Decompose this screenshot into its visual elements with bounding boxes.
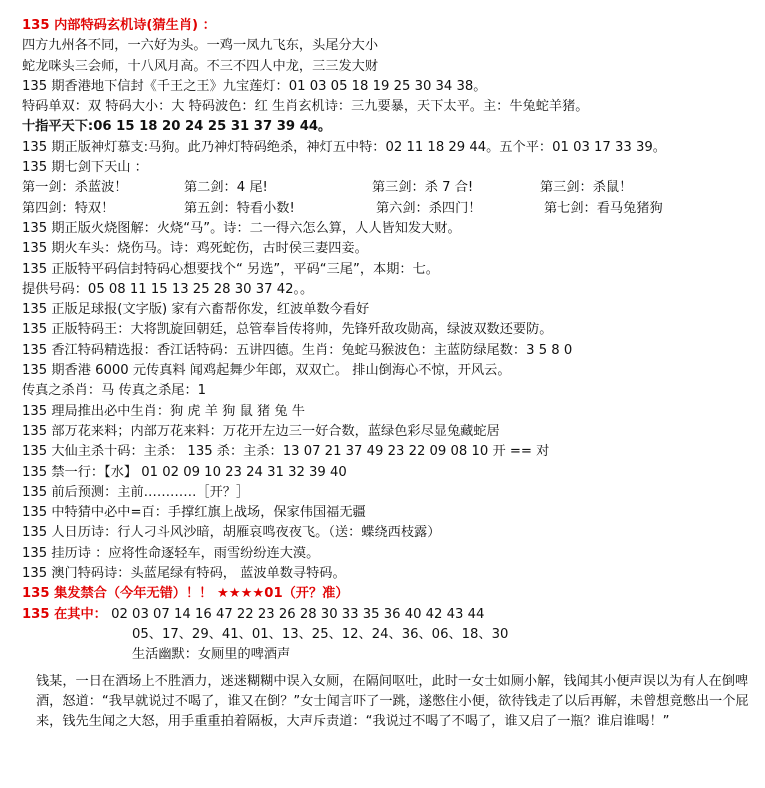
humor-story: 钱某，一日在酒场上不胜酒力，迷迷糊糊中误入女厕，在隔间呕吐，此时一女士如厕小解，钱闻其小便声误以为有人在倒啤酒，怒道：“我早就说过不喝了，谁又在倒？”女士闻言吓了一跳，遂憋住小便，欲待钱走了以后再解，未曾想竟憋出一个屁来，钱先生闻之大怒，用手重重拍着隔板，大声斥责道：“我说过不喝了不喝了，谁又启了一瓶？谁启谁喝！” [36, 673, 749, 730]
document-title: 135 内部特码玄机诗(猜生肖) ： [22, 18, 216, 33]
info-line: 135 期香港 6000 元传真料 闻鸡起舞少年郎，双双亡。 排山倒海心不惊，开风云。 [22, 363, 511, 379]
swords-row [22, 178, 765, 198]
swords-row [22, 199, 765, 219]
info-line: 135 期正版火烧图解：火烧“马”。诗：二一得六怎么算，人人皆知发大财。 [22, 220, 461, 236]
info-line: 135 理局推出必中生肖：狗 虎 羊 狗 鼠 猪 兔 牛 [22, 403, 305, 419]
info-line: 135 人日历诗：行人刁斗风沙暗，胡雁哀鸣夜夜飞。（送：蝶绕西枝露） [22, 525, 441, 541]
jifa-label: 135 集发禁合（今年无错）！！ [22, 586, 213, 602]
info-line: 135 挂历诗 ：应将性命逐轻车，雨雪纷纷连大漠。 [22, 545, 320, 561]
info-line: 135 期香港地下信封《千王之王》九宝莲灯：01 03 05 18 19 25 30 34 38。 [22, 78, 487, 94]
info-line: 135 澳门特码诗：头蓝尾绿有特码， 蓝波单数寻特码。 [22, 566, 346, 582]
info-line: 135 期正版神灯慕支:马狗。此乃神灯特码绝杀，神灯五中特：02 11 18 29 44。五个平：01 03 17 33 39。 [22, 139, 666, 155]
zaiqizhong-numbers: 02 03 07 14 16 47 22 23 26 28 30 33 35 36 40 42 43 44 [111, 606, 485, 622]
zaiqizhong-line [22, 605, 765, 625]
info-line: 135 部万花来料；内部万花来料：万花开左边三一好合数，蓝绿色彩尽显兔藏蛇居 [22, 423, 500, 439]
jifa-value: 01（开？准） [264, 586, 349, 602]
info-line: 传真之杀肖：马 传真之杀尾：1 [22, 383, 207, 399]
star-icon: ★★★★ [216, 586, 265, 602]
sword-item: 第四剑：特双！ [22, 200, 115, 216]
info-line: 135 禁一行：【水】 01 02 09 10 23 24 31 32 39 40 [22, 464, 347, 480]
zaiqizhong-label: 135 在其中： [22, 606, 107, 622]
info-line: 135 正版特平码信封特码心想要找个“ 另选”，平码“三尾”，本期：七。 [22, 261, 439, 277]
info-line: 135 中特猜中必中=百：手撑红旗上战场，保家伟国福无疆 [22, 505, 366, 521]
sword-item: 第二剑：4 尾! [184, 180, 268, 196]
ten-fingers-line: 十指平天下:06 15 18 20 24 25 31 37 39 44。 [22, 119, 332, 135]
info-line: 135 大仙主杀十码：主杀： 135 杀：主杀：13 07 21 37 49 23 22 09 08 10 开 == 对 [22, 444, 550, 460]
sword-item: 第三剑：杀鼠！ [540, 180, 633, 196]
poem-line: 四方九州各不同，一六好为头。一鸡一凤九飞东，头尾分大小 [22, 38, 379, 54]
info-line: 135 前后预测：主前…………［开？］ [22, 484, 250, 500]
sword-item: 第五剑：特看小数! [184, 200, 295, 216]
info-line: 135 正版足球报(文字版) 家有六畜帮你发，红波单数今看好 [22, 302, 370, 318]
info-line: 135 期火车头：烧伤马。诗：鸡死蛇伤，古时侯三妻四妾。 [22, 241, 368, 257]
sword-item: 第一剑：杀蓝波！ [22, 180, 128, 196]
sword-item: 第七剑：看马兔猪狗 [544, 200, 663, 216]
jifa-line [22, 584, 765, 604]
info-line: 特码单双：双 特码大小：大 特码波色：红 生肖玄机诗：三九要暴，天下太平。主：牛兔蛇羊猪。 [22, 99, 589, 115]
info-line: 135 期七剑下天山 ： [22, 160, 148, 176]
info-line: 135 正版特码王：大将凯旋回朝廷，总管奉旨传将帅，先锋歼敌攻勋高，绿波双数还要防。 [22, 322, 553, 338]
humor-title: 生活幽默：女厕里的啤酒声 [132, 647, 291, 663]
info-line: 135 香江特码精选报：香江话特码：五讲四德。生肖：兔蛇马猴波色：主蓝防绿尾数：3 5 8 0 [22, 342, 573, 358]
sword-item: 第六剑：杀四门！ [376, 200, 482, 216]
poem-line: 蛇龙咪头三会师，十八风月高。不三不四人中龙，三三发大财 [22, 58, 379, 74]
sword-item: 第三剑：杀 7 合! [372, 180, 474, 196]
zaiqizhong-numbers-row2: 05、17、29、41、01、13、25、12、24、36、06、18、30 [132, 626, 509, 642]
info-line: 提供号码：05 08 11 15 13 25 28 30 37 42。。 [22, 281, 314, 297]
